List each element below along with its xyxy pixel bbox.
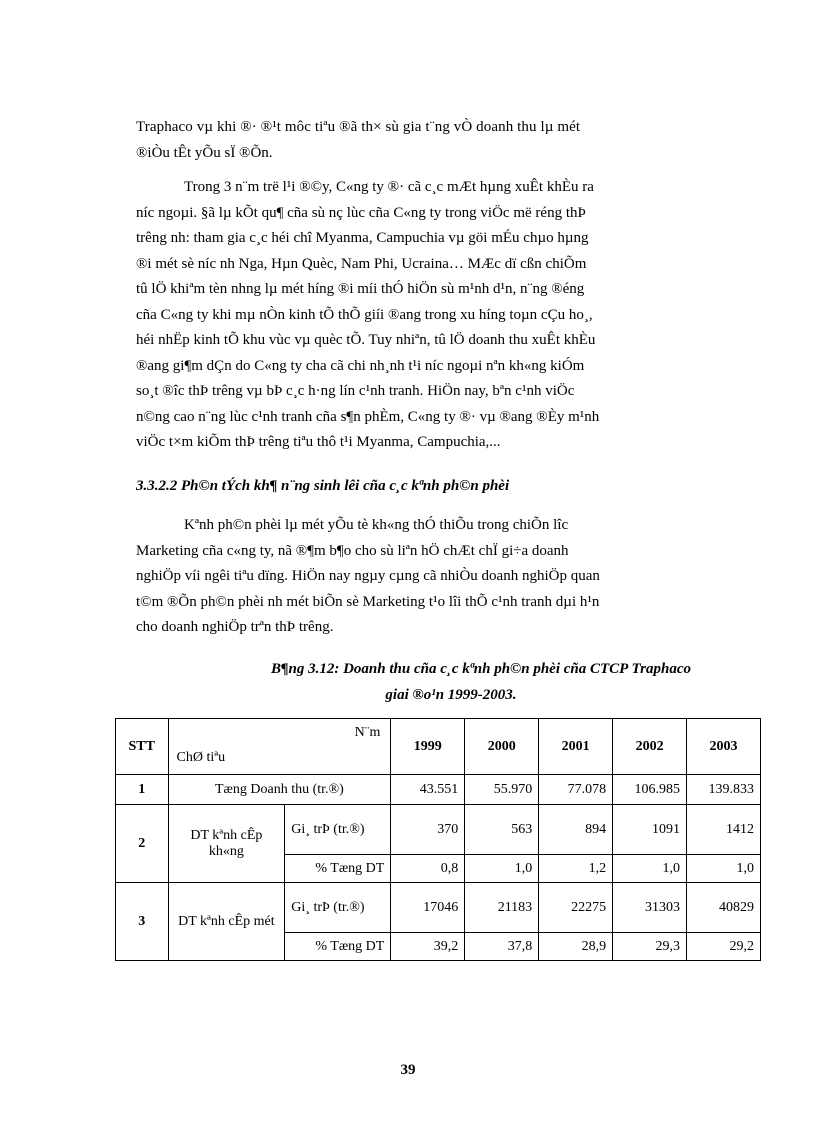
text-line: viÖc t×m kiÕm thÞ trêng tiªu thô t¹i Myanma, Campuchia,... [136,434,501,450]
row-stt: 3 [116,883,169,961]
text-line: Marketing cña c«ng ty, nã ®¶m b¶o cho sù liªn hÖ chÆt chÏ gi÷a doanh [136,542,569,559]
header-stt: STT [116,719,169,775]
row-stt: 2 [116,805,169,883]
table-cell: 563 [465,805,539,855]
text-line: so¸t ®îc thÞ trêng vµ bÞ c¸c h·ng lín c¹nh tranh. HiÖn nay, bªn c¹nh viÖc [136,383,575,399]
table-cell: 21183 [465,883,539,933]
row-sublabel: Gi¸ trÞ (tr.®) [285,883,391,933]
header-year: 2001 [539,719,613,775]
header-year: 2002 [613,719,687,775]
table-cell: 22275 [539,883,613,933]
header-indicator-year [168,719,391,775]
table-row [116,883,761,933]
text-line: n©ng cao n¨ng lùc c¹nh tranh cña s¶n phÈm, C«ng ty ®· vµ ®ang ®Èy m¹nh [136,408,600,425]
table-cell: 1091 [613,805,687,855]
text-line: níc ngoµi. §ã lµ kÕt qu¶ cña sù nç lùc cña C«ng ty trong viÖc më réng thÞ [136,204,586,221]
row-sublabel: % Tæng DT [285,933,391,961]
section-heading: 3.3.2.2 Ph©n tÝch kh¶ n¨ng sinh lêi cña c¸c kªnh ph©n phèi [136,478,510,494]
table-cell: 106.985 [613,775,687,805]
header-year: 1999 [391,719,465,775]
table-row [116,805,761,855]
table-caption [136,656,766,708]
row-stt: 1 [116,775,169,805]
table-cell: 55.970 [465,775,539,805]
header-year-label: N¨m [354,725,381,740]
text-line: Kªnh ph©n phèi lµ mét yÕu tè kh«ng thÓ thiÕu trong chiÕn lîc [184,517,569,533]
text-line: ®i mét sè níc nh Nga, Hµn Quèc, Nam Phi, Ucraina… MÆc dï cßn chiÕm [136,255,587,272]
header-year: 2003 [687,719,761,775]
table-cell: 0,8 [391,855,465,883]
table-cell: 28,9 [539,933,613,961]
table-header-row [116,719,761,775]
text-line: t©m ®Õn ph©n phèi nh mét biÕn sè Marketing t¹o lîi thÕ c¹nh tranh dµi h¹n [136,593,600,610]
table-cell: 1,0 [687,855,761,883]
table-cell: 29,2 [687,933,761,961]
caption-line: B¶ng 3.12: Doanh thu cña c¸c kªnh ph©n phèi cña CTCP Traphaco [271,661,691,677]
row-sublabel: % Tæng DT [285,855,391,883]
row-sublabel: Gi¸ trÞ (tr.®) [285,805,391,855]
text-line: Traphaco vµ khi ®· ®¹t môc tiªu ®ã th× sù gia t¨ng vÒ doanh thu lµ mét [136,119,581,135]
table-cell: 31303 [613,883,687,933]
table-cell: 894 [539,805,613,855]
table-cell: 43.551 [391,775,465,805]
text-line: cña C«ng ty khi mµ nÒn kinh tÕ thÕ giíi ®ang trong xu híng toµn cÇu ho¸, [136,306,593,323]
paragraph-channels [136,513,766,641]
text-line: Trong 3 n¨m trë l¹i ®©y, C«ng ty ®· cã c¸c mÆt hµng xuÊt khÈu ra [184,179,594,195]
paragraph-export [136,175,766,456]
table-cell: 1,0 [465,855,539,883]
header-year: 2000 [465,719,539,775]
revenue-table [115,718,761,961]
table-cell: 1,0 [613,855,687,883]
header-indicator-label: ChØ tiªu [176,750,226,765]
text-line: cho doanh nghiÖp trªn thÞ trêng. [136,619,334,635]
text-line: trêng nh: tham gia c¸c héi chî Myanma, Campuchia vµ göi mÉu chµo hµng [136,230,589,246]
table-cell: 29,3 [613,933,687,961]
caption-line: giai ®o¹n 1999-2003. [385,687,517,703]
page-number: 39 [400,1062,416,1078]
row-label: DT kªnh cÊp kh«ng [168,805,285,883]
table-cell: 39,2 [391,933,465,961]
table-cell: 17046 [391,883,465,933]
row-label: DT kªnh cÊp mét [168,883,285,961]
table-cell: 1,2 [539,855,613,883]
table-cell: 37,8 [465,933,539,961]
paragraph-intro [136,115,766,166]
table-cell: 77.078 [539,775,613,805]
table-cell: 139.833 [687,775,761,805]
text-line: ®iÒu tÊt yÕu sÏ ®Õn. [136,144,273,161]
table-row [116,775,761,805]
table-cell: 370 [391,805,465,855]
table-cell: 1412 [687,805,761,855]
text-line: nghiÖp víi ngêi tiªu dïng. HiÖn nay ngµy cµng cã nhiÒu doanh nghiÖp quan [136,568,600,584]
row-label: Tæng Doanh thu (tr.®) [168,775,391,805]
text-line: tû lÖ khiªm tèn nhng lµ mét híng ®i míi thÓ hiÖn sù m¹nh d¹n, n¨ng ®éng [136,281,585,297]
text-line: héi nhËp kinh tÕ khu vùc vµ quèc tÕ. Tuy nhiªn, tû lÖ doanh thu xuÊt khÈu [136,332,596,348]
table-cell: 40829 [687,883,761,933]
text-line: ®ang gi¶m dÇn do C«ng ty cha cã chi nh¸nh t¹i níc ngoµi nªn kh«ng kiÓm [136,357,585,374]
